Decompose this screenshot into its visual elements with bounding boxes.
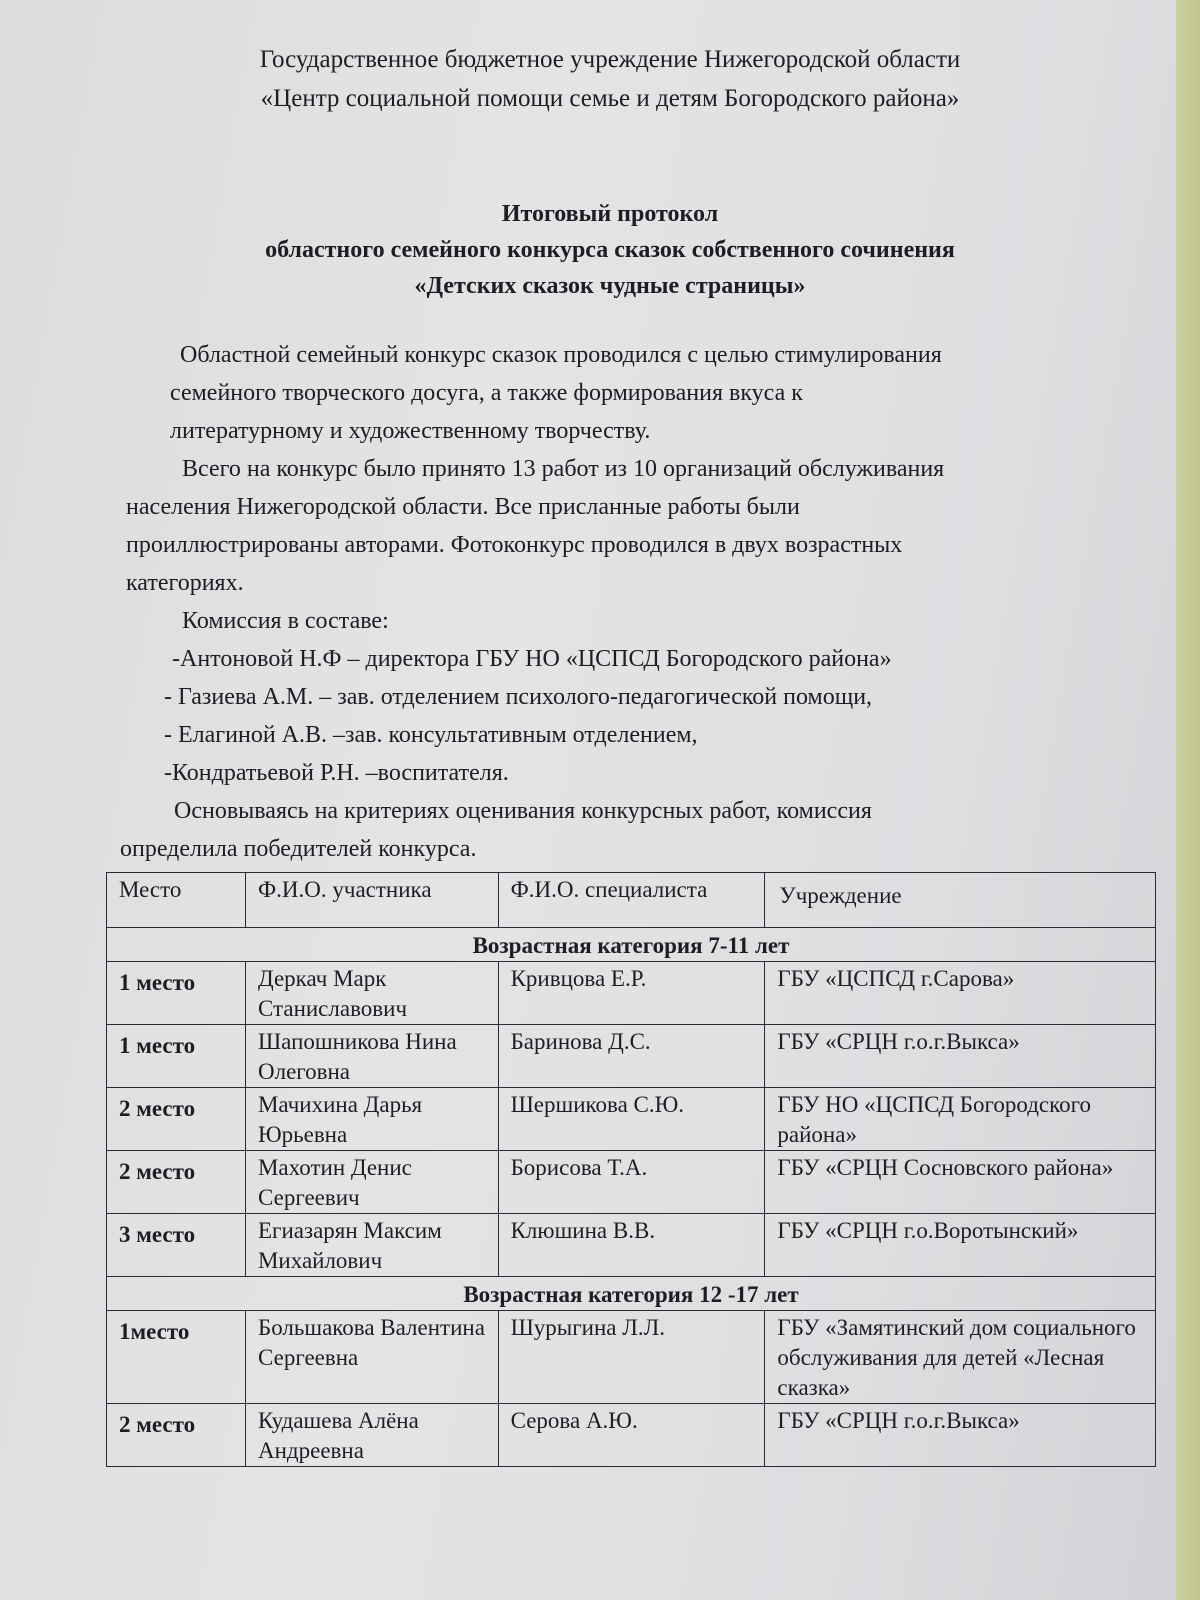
protocol-subtitle: областного семейного конкурса сказок собственного сочинения <box>265 237 955 263</box>
commission-intro: Комиссия в составе: <box>182 608 389 634</box>
table-header-row <box>107 873 1156 928</box>
organization-name-line2: «Центр социальной помощи семье и детям Богородского района» <box>260 85 960 112</box>
participant-cell: Мачихина Дарья Юрьевна <box>245 1088 498 1151</box>
institution-cell: ГБУ «СРЦН г.о.г.Выкса» <box>765 1025 1156 1088</box>
place-cell: 2 место <box>107 1151 246 1214</box>
place-cell: 1место <box>107 1311 246 1404</box>
table-row <box>107 1088 1156 1151</box>
participant-cell: Кудашева Алёна Андреевна <box>245 1404 498 1467</box>
specialist-cell: Борисова Т.А. <box>498 1151 765 1214</box>
place-cell: 2 место <box>107 1088 246 1151</box>
institution-cell: ГБУ «Замятинский дом социального обслуживания для детей «Лесная сказка» <box>765 1311 1156 1404</box>
participant-cell: Деркач Марк Станиславович <box>245 962 498 1025</box>
place-cell: 3 место <box>107 1214 246 1277</box>
paragraph-purpose-line: литературному и художественному творчеству. <box>170 418 651 444</box>
category-title: Возрастная категория 7-11 лет <box>107 928 1156 962</box>
paragraph-entries-line: населения Нижегородской области. Все присланные работы были <box>126 494 800 520</box>
table-row <box>107 1404 1156 1467</box>
institution-cell: ГБУ «ЦСПСД г.Сарова» <box>765 962 1156 1025</box>
participant-cell: Махотин Денис Сергеевич <box>245 1151 498 1214</box>
paragraph-entries-line: проиллюстрированы авторами. Фотоконкурс проводился в двух возрастных <box>126 532 903 558</box>
specialist-cell: Кривцова Е.Р. <box>498 962 765 1025</box>
paragraph-entries-line: категориях. <box>126 570 244 596</box>
table-row <box>107 962 1156 1025</box>
place-cell: 1 место <box>107 1025 246 1088</box>
paragraph-decision-line: определила победителей конкурса. <box>120 836 477 862</box>
specialist-cell: Баринова Д.С. <box>498 1025 765 1088</box>
table-row <box>107 1151 1156 1214</box>
category-title: Возрастная категория 12 -17 лет <box>107 1277 1156 1311</box>
commission-member: - Елагиной А.В. –зав. консультативным отделением, <box>164 722 698 748</box>
category-row <box>107 928 1156 962</box>
header-participant: Ф.И.О. участника <box>245 873 498 928</box>
header-specialist: Ф.И.О. специалиста <box>498 873 765 928</box>
specialist-cell: Клюшина В.В. <box>498 1214 765 1277</box>
paragraph-purpose-line: Областной семейный конкурс сказок проводился с целью стимулирования <box>180 342 942 368</box>
category-row <box>107 1277 1156 1311</box>
commission-member: - Газиева А.М. – зав. отделением психолого-педагогической помощи, <box>164 684 873 710</box>
page-edge <box>1176 0 1200 1600</box>
specialist-cell: Шершикова С.Ю. <box>498 1088 765 1151</box>
table-row <box>107 1214 1156 1277</box>
protocol-title: Итоговый протокол <box>501 201 719 227</box>
contest-name: «Детских сказок чудные страницы» <box>414 273 806 299</box>
results-table <box>106 872 1156 1467</box>
paragraph-purpose-line: семейного творческого досуга, а также формирования вкуса к <box>170 380 803 406</box>
place-cell: 2 место <box>107 1404 246 1467</box>
table-row <box>107 1311 1156 1404</box>
commission-member: -Антоновой Н.Ф – директора ГБУ НО «ЦСПСД Богородского района» <box>172 646 892 672</box>
institution-cell: ГБУ НО «ЦСПСД Богородского района» <box>765 1088 1156 1151</box>
header-place: Место <box>107 873 246 928</box>
institution-cell: ГБУ «СРЦН г.о.Воротынский» <box>765 1214 1156 1277</box>
participant-cell: Егиазарян Максим Михайлович <box>245 1214 498 1277</box>
institution-cell: ГБУ «СРЦН Сосновского района» <box>765 1151 1156 1214</box>
specialist-cell: Шурыгина Л.Л. <box>498 1311 765 1404</box>
table-row <box>107 1025 1156 1088</box>
paragraph-entries-line: Всего на конкурс было принято 13 работ из 10 организаций обслуживания <box>182 456 945 482</box>
participant-cell: Шапошникова Нина Олеговна <box>245 1025 498 1088</box>
header-institution: Учреждение <box>765 873 1156 928</box>
place-cell: 1 место <box>107 962 246 1025</box>
institution-cell: ГБУ «СРЦН г.о.г.Выкса» <box>765 1404 1156 1467</box>
organization-name-line1: Государственное бюджетное учреждение Нижегородской области <box>259 46 961 73</box>
commission-member: -Кондратьевой Р.Н. –воспитателя. <box>164 760 509 786</box>
participant-cell: Большакова Валентина Сергеевна <box>245 1311 498 1404</box>
specialist-cell: Серова А.Ю. <box>498 1404 765 1467</box>
paragraph-decision-line: Основываясь на критериях оценивания конкурсных работ, комиссия <box>174 798 872 824</box>
